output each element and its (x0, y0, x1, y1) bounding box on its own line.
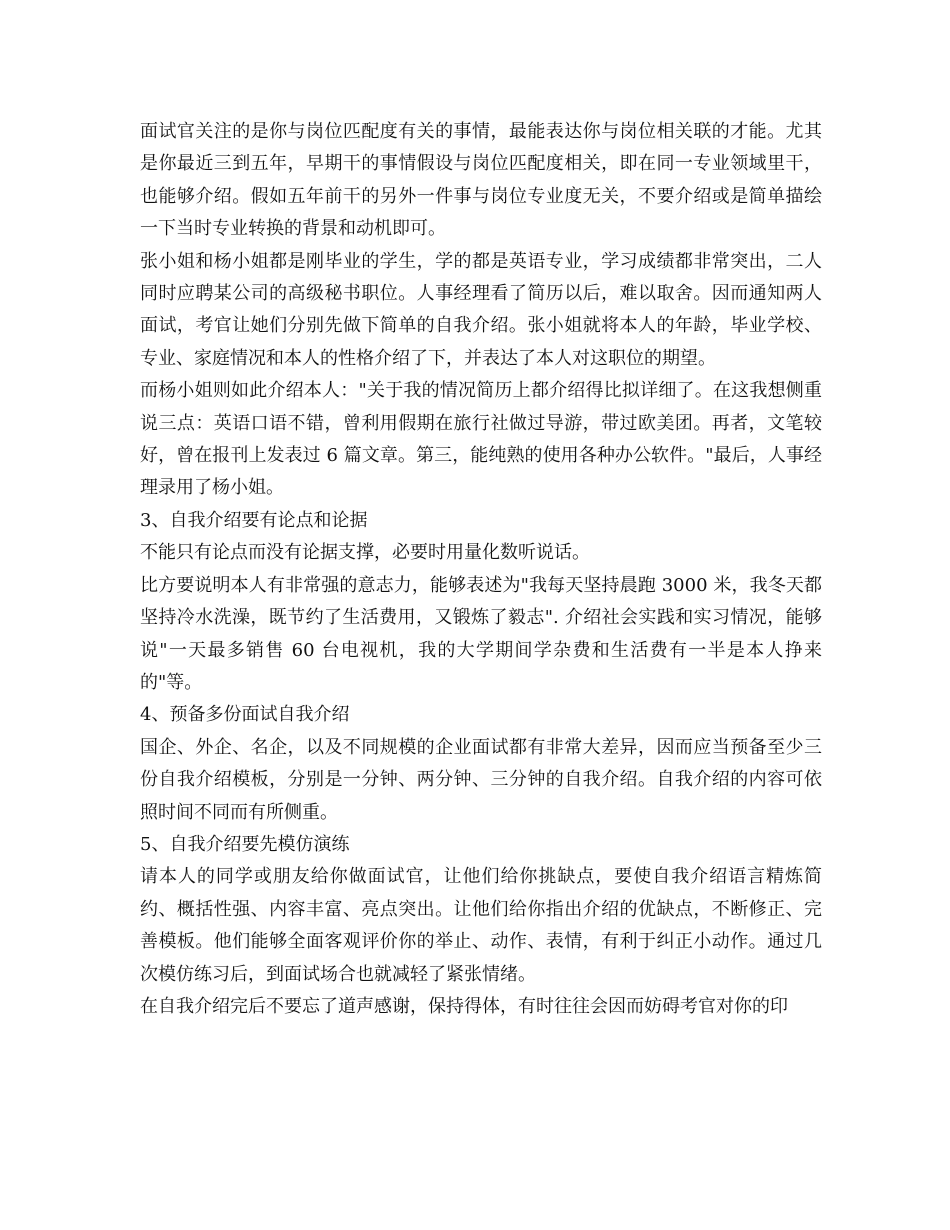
section-heading-4: 4、预备多份面试自我介绍 (140, 704, 350, 726)
section-heading-5: 5、自我介绍要先模仿演练 (140, 833, 350, 855)
document-body (140, 116, 822, 1023)
paragraph-example-yang: 而杨小姐则如此介绍本人："关于我的情况简历上都介绍得比拟详细了。在这我想侧重说三点：英语口语不错，曾利用假期在旅行社做过导游，带过欧美团。再者，文笔较好，曾在报刊上发表过 6 篇文章。第三，能纯熟的使用各种办公软件。"最后，人事经理录用了杨小姐。 (140, 380, 822, 499)
paragraph-thanks: 在自我介绍完后不要忘了道声感谢，保持得体，有时往往会因而妨碍考官对你的印 (140, 995, 788, 1017)
section-heading-3: 3、自我介绍要有论点和论据 (140, 509, 368, 531)
paragraph-job-match: 面试官关注的是你与岗位匹配度有关的事情，最能表达你与岗位相关联的才能。尤其是你最近三到五年，早期干的事情假设与岗位匹配度相关，即在同一专业领域里干，也能够介绍。假如五年前干的另外一件事与岗位专业度无关，不要介绍或是简单描绘一下当时专业转换的背景和动机即可。 (140, 121, 822, 240)
paragraph-multiple-versions: 国企、外企、名企，以及不同规模的企业面试都有非常大差异，因而应当预备至少三份自我介绍模板，分别是一分钟、两分钟、三分钟的自我介绍。自我介绍的内容可依照时间不同而有所侧重。 (140, 736, 822, 823)
paragraph-practice: 请本人的同学或朋友给你做面试官，让他们给你挑缺点，要使自我介绍语言精炼简约、概括性强、内容丰富、亮点突出。让他们给你指出介绍的优缺点，不断修正、完善模板。他们能够全面客观评价你的举止、动作、表情，有利于纠正小动作。通过几次模仿练习后，到面试场合也就减轻了紧张情绪。 (140, 866, 822, 985)
paragraph-evidence-example: 比方要说明本人有非常强的意志力，能够表述为"我每天坚持晨跑 3000 米，我冬天都坚持冷水洗澡，既节约了生活费用，又锻炼了毅志". 介绍社会实践和实习情况，能够说"一天最多销售 60 台电视机，我的大学期间学杂费和生活费有一半是本人挣来的"等。 (140, 574, 822, 693)
paragraph-evidence: 不能只有论点而没有论据支撑，必要时用量化数听说话。 (140, 542, 590, 564)
paragraph-example-zhang: 张小姐和杨小姐都是刚毕业的学生，学的都是英语专业，学习成绩都非常突出，二人同时应聘某公司的高级秘书职位。人事经理看了简历以后，难以取舍。因而通知两人面试，考官让她们分别先做下简单的自我介绍。张小姐就将本人的年龄，毕业学校、专业、家庭情况和本人的性格介绍了下，并表达了本人对这职位的期望。 (140, 250, 822, 369)
